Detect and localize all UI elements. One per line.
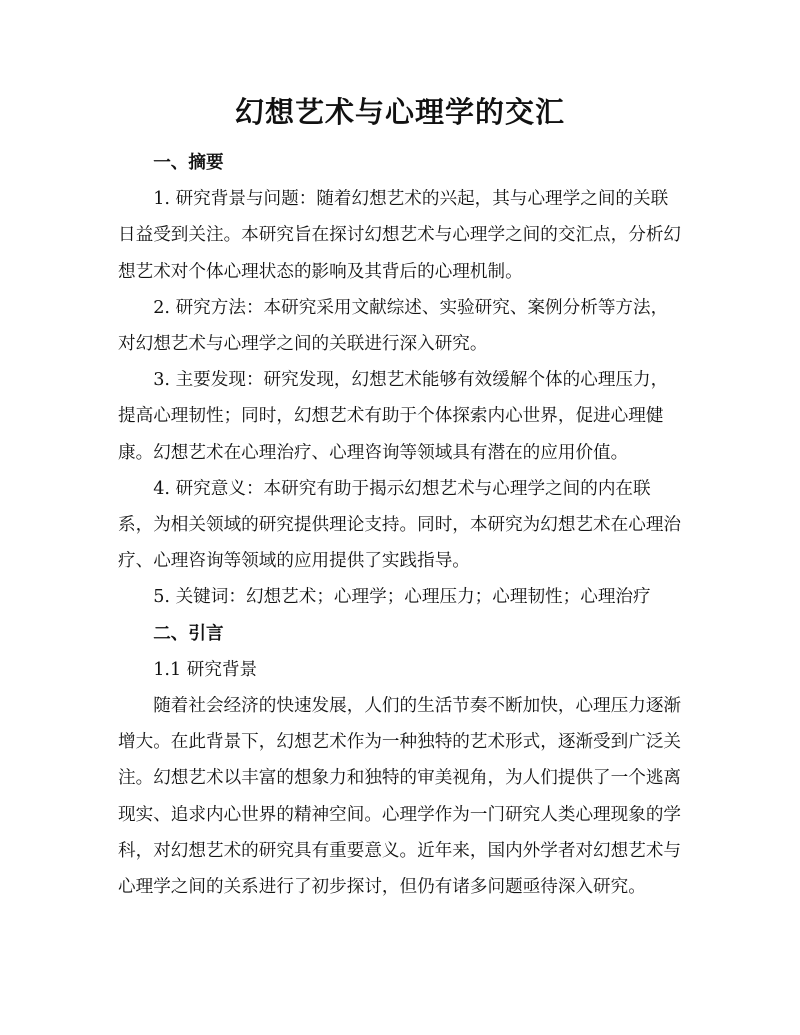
abstract-paragraph-significance: 4. 研究意义：本研究有助于揭示幻想艺术与心理学之间的内在联系，为相关领域的研究提供理论支持。同时，本研究为幻想艺术在心理治疗、心理咨询等领域的应用提供了实践指导。 [118, 478, 682, 572]
section-heading-abstract: 一、摘要 [153, 153, 224, 173]
subsection-heading-background: 1.1 研究背景 [153, 659, 258, 680]
abstract-paragraph-findings: 3. 主要发现：研究发现，幻想艺术能够有效缓解个体的心理压力，提高心理韧性；同时，幻想艺术有助于个体探索内心世界，促进心理健康。幻想艺术在心理治疗、心理咨询等领域具有潜在的应用价值。 [118, 370, 669, 463]
document-title: 幻想艺术与心理学的交汇 [234, 95, 565, 129]
intro-paragraph: 随着社会经济的快速发展，人们的生活节奏不断加快，心理压力逐渐增大。在此背景下，幻想艺术作为一种独特的艺术形式，逐渐受到广泛关注。幻想艺术以丰富的想象力和独特的审美视角，为人们提供了一个逃离现实、追求内心世界的精神空间。心理学作为一门研究人类心理现象的学科，对幻想艺术的研究具有重要意义。近年来，国内外学者对幻想艺术与心理学之间的关系进行了初步探讨，但仍有诸多问题亟待深入研究。 [118, 696, 682, 898]
abstract-keywords: 5. 关键词：幻想艺术；心理学；心理压力；心理韧性；心理治疗 [153, 587, 651, 608]
document-body [118, 145, 683, 905]
section-heading-introduction: 二、引言 [153, 623, 224, 644]
abstract-paragraph-method: 2. 研究方法：本研究采用文献综述、实验研究、案例分析等方法，对幻想艺术与心理学之间的关联进行深入研究。 [118, 297, 669, 355]
abstract-paragraph-background: 1. 研究背景与问题：随着幻想艺术的兴起，其与心理学之间的关联日益受到关注。本研究旨在探讨幻想艺术与心理学之间的交汇点，分析幻想艺术对个体心理状态的影响及其背后的心理机制。 [118, 189, 682, 282]
